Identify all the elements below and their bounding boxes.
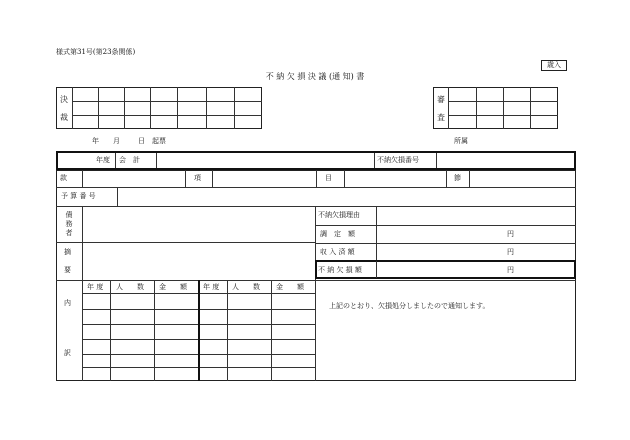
kan-label: 款: [60, 174, 67, 182]
breakdown-center-divider: [198, 280, 200, 381]
deficit-amount-label: 不 納 欠 損 額: [318, 266, 362, 274]
fiscal-year-label: 年度: [96, 156, 110, 164]
approval-grid-left: [56, 87, 262, 129]
deficit-amount-divider: [376, 261, 377, 278]
account-row-divider: [374, 153, 375, 168]
account-row-divider: [115, 153, 116, 168]
approval-label-shinsa-2: 査: [437, 113, 445, 122]
breakdown-label-2: 訳: [64, 349, 71, 357]
row-separator: [56, 206, 576, 207]
budget-number-label: 予 算 番 号: [61, 192, 96, 200]
breakdown-header-amount: 金 額: [159, 283, 187, 291]
determined-amount-unit: 円: [507, 230, 514, 238]
row-separator: [56, 280, 576, 281]
kou-label: 項: [194, 174, 201, 182]
amount-row-separator: [315, 243, 576, 244]
revenue-badge-label: 歳入: [547, 61, 561, 69]
account-row-divider: [436, 153, 437, 168]
breakdown-col-line: [271, 280, 272, 381]
approval-grid-left-vline: [206, 87, 207, 129]
approval-label-shinsa-1: 審: [437, 95, 445, 104]
determined-amount-label: 調 定 額: [320, 230, 355, 238]
row-separator: [56, 187, 576, 188]
row2-divider: [185, 170, 186, 187]
approval-grid-right-vline: [476, 87, 477, 129]
approval-label-kessai-1: 決: [60, 95, 68, 104]
breakdown-header-fiscal-year: 年 度: [87, 283, 104, 291]
approval-grid-left-vline: [234, 87, 235, 129]
summary-label-2: 要: [64, 266, 71, 274]
amount-row-separator: [315, 225, 576, 226]
amount-block-divider: [315, 206, 316, 381]
moku-label: 目: [325, 174, 332, 182]
approval-grid-left-vline: [124, 87, 125, 129]
department-label: 所属: [454, 137, 468, 145]
drafted-label: 起票: [152, 137, 166, 145]
breakdown-col-line: [227, 280, 228, 381]
received-amount-label: 収 入 済 額: [320, 248, 355, 256]
summary-label-1: 摘: [64, 248, 71, 256]
amount-label-divider: [376, 206, 377, 261]
account-row-divider: [156, 153, 157, 168]
breakdown-col-line: [110, 280, 111, 381]
row2-divider: [344, 170, 345, 187]
approval-grid-right: [433, 87, 558, 129]
row2-divider: [316, 170, 317, 187]
form-number: 様式第31号(第23条関係): [56, 48, 136, 56]
row3-divider: [117, 187, 118, 206]
approval-grid-left-vline: [150, 87, 151, 129]
received-amount-unit: 円: [507, 248, 514, 256]
row2-divider: [469, 170, 470, 187]
breakdown-header-amount-2: 金 額: [276, 283, 304, 291]
notice-text: 上記のとおり、欠損処分しましたので通知します。: [329, 302, 490, 310]
breakdown-header-people-2: 人 数: [232, 283, 260, 291]
deficit-reason-label: 不納欠損理由: [318, 211, 360, 219]
document-title: 不 納 欠 損 決 議 (通 知) 書: [265, 72, 365, 81]
approval-grid-left-vline: [177, 87, 178, 129]
setsu-label: 節: [454, 174, 461, 182]
approval-grid-left-vline: [72, 87, 73, 129]
approval-label-kessai-2: 裁: [60, 113, 68, 122]
row2-divider: [446, 170, 447, 187]
date-year-label: 年: [92, 137, 99, 145]
breakdown-col-line: [154, 280, 155, 381]
approval-grid-right-vline: [503, 87, 504, 129]
date-month-label: 月: [113, 137, 120, 145]
approval-grid-left-vline: [98, 87, 99, 129]
row-separator: [56, 242, 315, 243]
breakdown-header-people: 人 数: [116, 283, 144, 291]
approval-grid-right-vline: [530, 87, 531, 129]
debtor-label: 債務者: [65, 211, 73, 237]
approval-grid-right-vline: [448, 87, 449, 129]
row2-divider: [212, 170, 213, 187]
deficit-number-label: 不納欠損番号: [377, 156, 419, 164]
deficit-amount-unit: 円: [507, 266, 514, 274]
breakdown-label-1: 内: [64, 299, 71, 307]
row2-divider: [82, 170, 83, 187]
date-day-label: 日: [138, 137, 145, 145]
account-label: 会 計: [119, 156, 140, 164]
breakdown-header-fiscal-year-2: 年 度: [203, 283, 220, 291]
